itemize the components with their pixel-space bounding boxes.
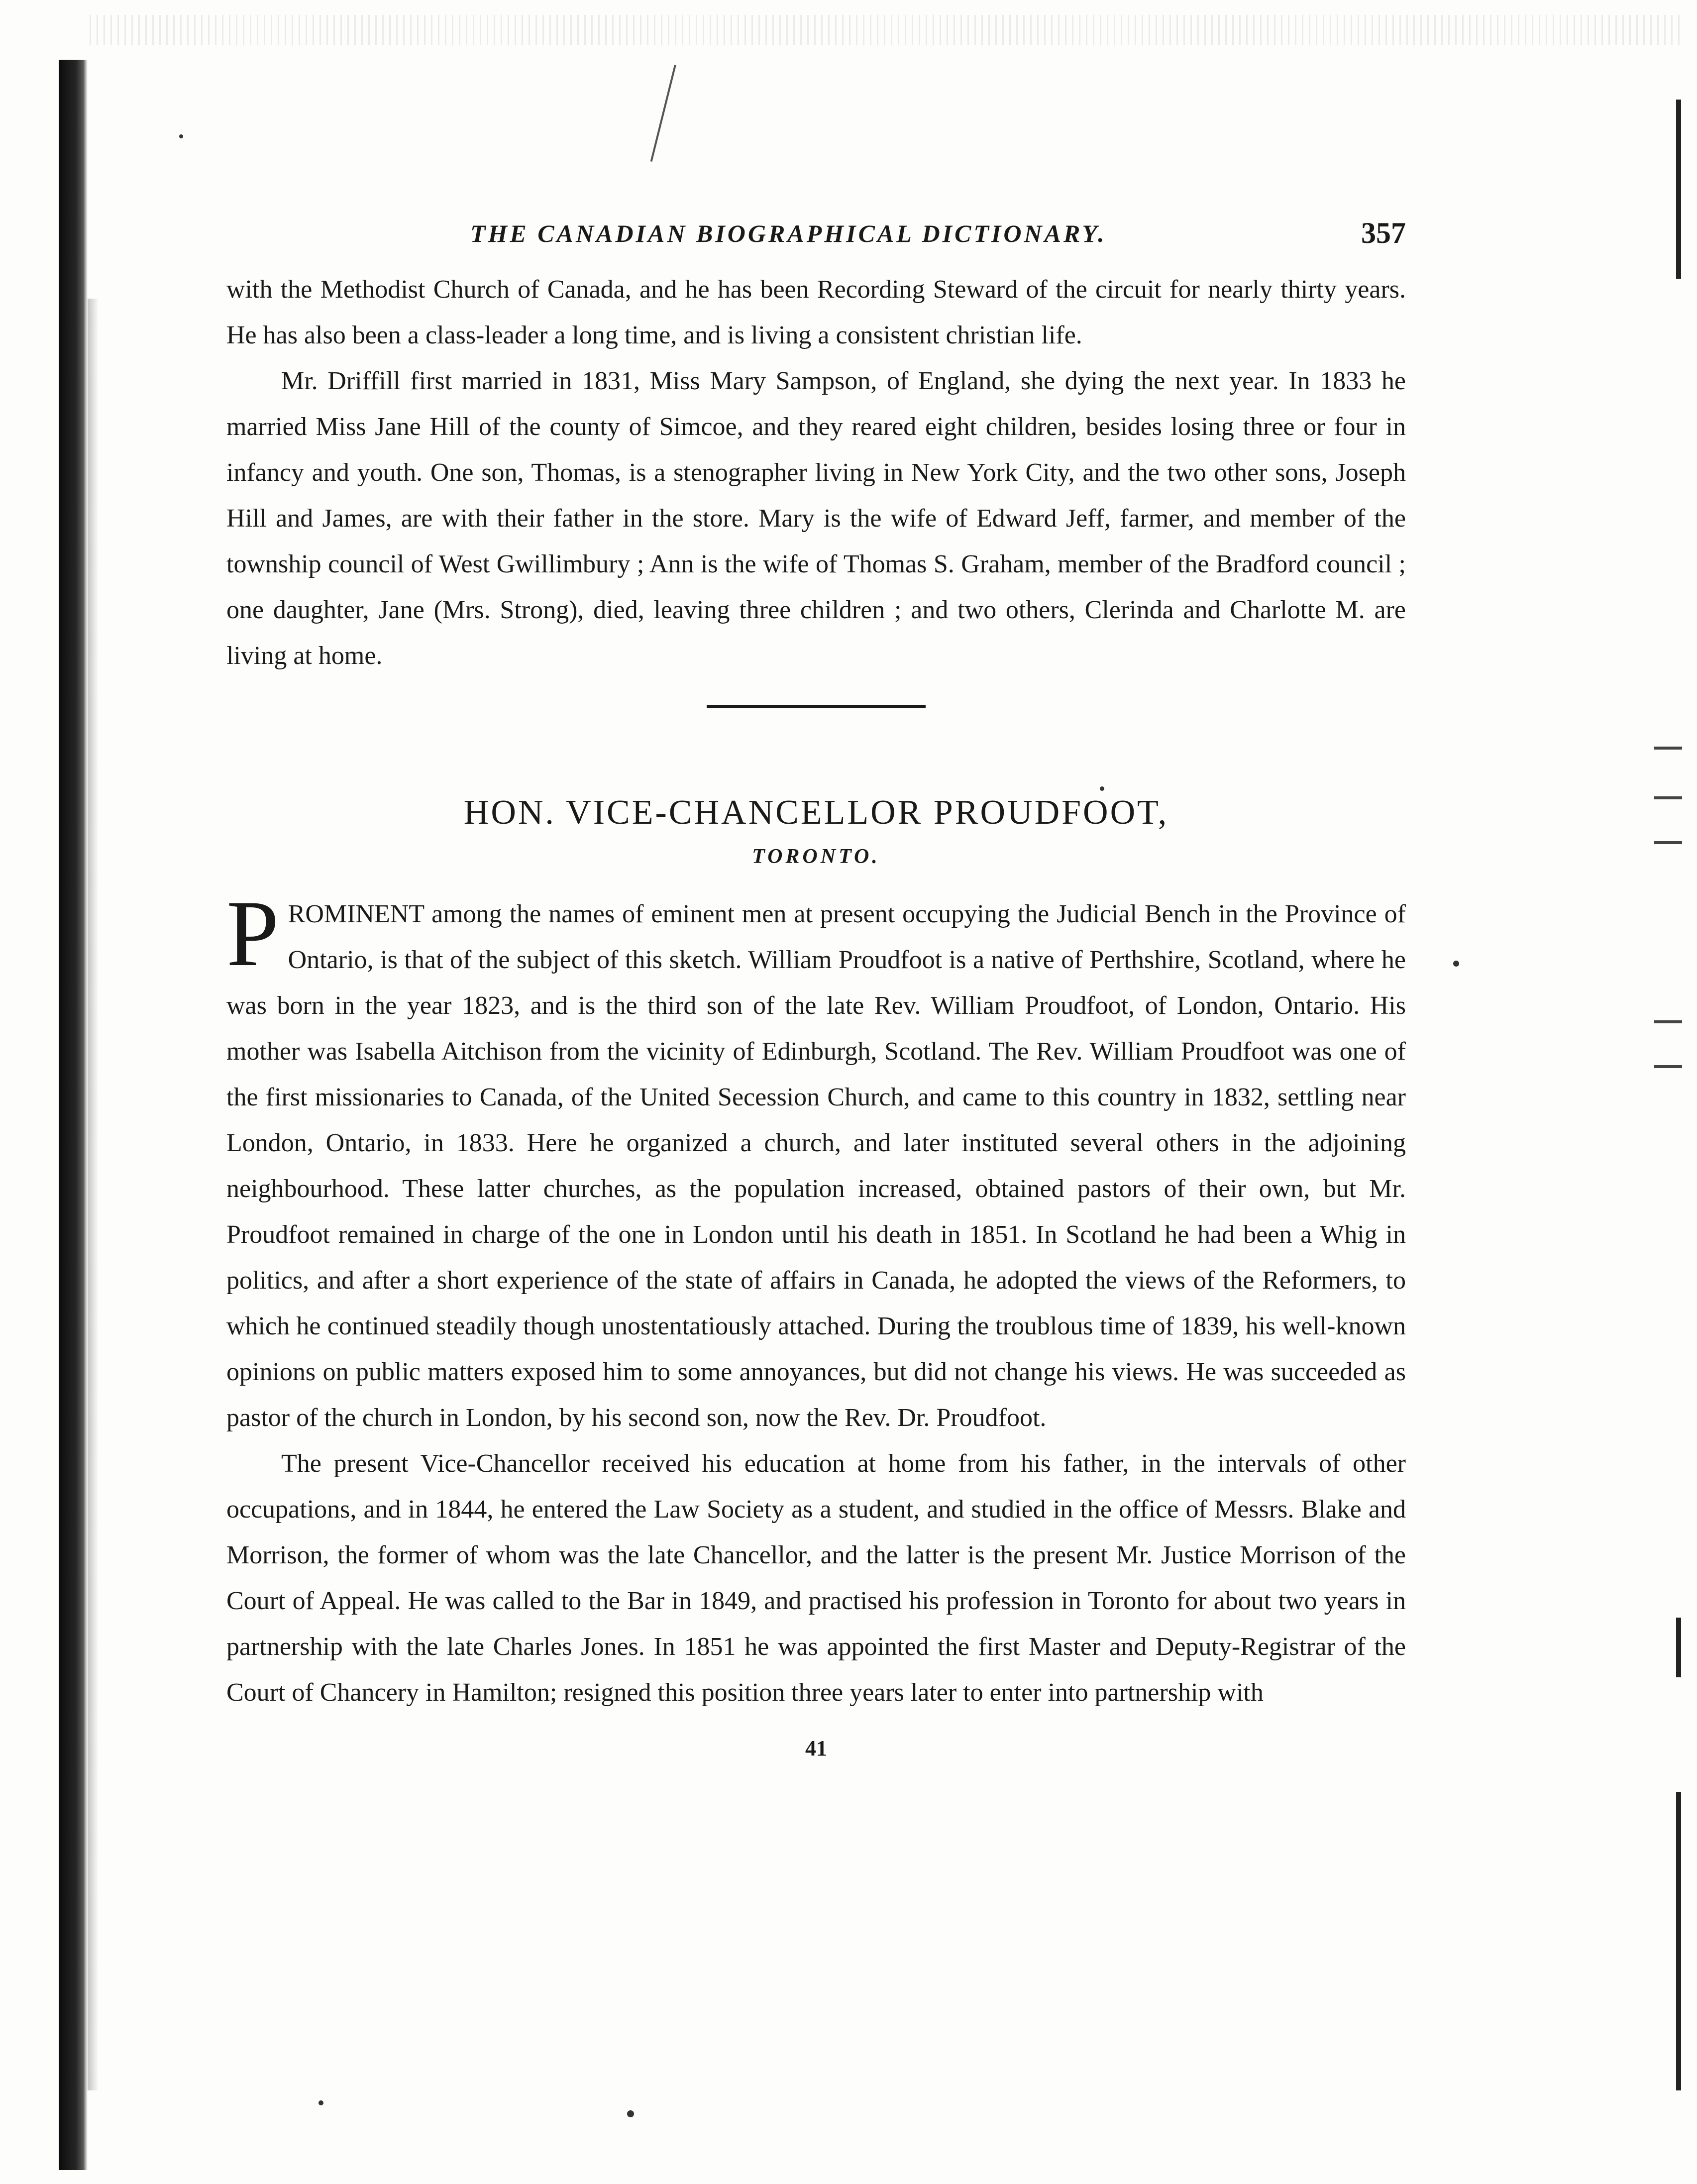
previous-article-paragraph: with the Methodist Church of Canada, and he has been Recording Steward of the circuit for nearly thirty years. He has also been a class-leader a long time, and is living a consistent christian life. [226,275,1406,349]
page-edge-mark [1676,1618,1681,1677]
running-head [226,219,1406,264]
article-second-paragraph: The present Vice-Chancellor received his education at home from his father, in the intervals of other occupations, and in 1844, he entered the Law Society as a student, and studied in the office of Messrs. Blake and Morrison, the former of whom was the late Chancellor, and the latter is the present Mr. Justice Morrison of the Court of Appeal. He was called to the Bar in 1849, and practised his profession in Toronto for about two years in partnership with the late Charles Jones. In 1851 he was appointed the first Master and Deputy-Registrar of the Court of Chancery in Hamilton; resigned this position three years later to enter into partnership with [226,1449,1406,1707]
page-edge-tick [1654,747,1682,750]
page-number: 357 [1361,217,1406,249]
article-first-paragraph [226,881,1406,1441]
binding-gradient [88,299,99,2090]
ink-speck [318,2100,323,2105]
signature-mark: 41 [805,1736,827,1760]
article-title: HON. VICE-CHANCELLOR PROUDFOOT, [463,793,1169,832]
page-edge-mark [1676,1792,1681,2090]
ink-speck [627,2110,634,2117]
section-divider [707,705,926,708]
page-edge-tick [1654,796,1682,799]
book-binding-shadow [59,60,88,2170]
running-title: THE CANADIAN BIOGRAPHICAL DICTIONARY. [470,219,1107,247]
scan-noise-top [90,15,1682,45]
ink-speck [179,134,183,138]
article-location: TORONTO. [752,845,880,868]
page-edge-tick [1654,1065,1682,1068]
book-page [226,219,1406,1761]
page-edge-tick [1654,841,1682,844]
previous-article-paragraph: Mr. Driffill first married in 1831, Miss Mary Sampson, of England, she dying the next year. In 1833 he married Miss Jane Hill of the county of Simcoe, and they reared eight children, besides losing three or four in infancy and youth. One son, Thomas, is a stenographer living in New York City, and the two other sons, Joseph Hill and James, are with their father in the store. Mary is the wife of Edward Jeff, farmer, and member of the township council of West Gwillimbury ; Ann is the wife of Thomas S. Graham, member of the Bradford council ; one daughter, Jane (Mrs. Strong), died, leaving three children ; and two others, Clerinda and Charlotte M. are living at home. [226,367,1406,670]
pencil-mark [650,65,676,162]
ink-speck [1453,961,1459,967]
drop-cap: P [226,881,279,986]
first-paragraph-text: ROMINENT among the names of eminent men at present occupying the Judicial Bench in the Province of Ontario, is that of the subject of this sketch. William Proudfoot is a native of Perthshire, Scotland, where he was born in the year 1823, and is the third son of the late Rev. William Proudfoot, of London, Ontario. His mother was Isabella Aitchison from the vicinity of Edinburgh, Scotland. The Rev. William Proudfoot was one of the first missionaries to Canada, of the United Secession Church, and came to this country in 1832, settling near London, Ontario, in 1833. Here he organized a church, and later instituted several others in the adjoining neighbourhood. These latter churches, as the population increased, obtained pastors of their own, but Mr. Proudfoot remained in charge of the one in London until his death in 1851. In Scotland he had been a Whig in politics, and after a short experience of the state of affairs in Canada, he adopted the views of the Reformers, to which he continued steadily though unostentatiously attached. During the troublous time of 1839, his well-known opinions on public matters exposed him to some annoyances, but did not change his views. He was succeeded as pastor of the church in London, by his second son, now the Rev. Dr. Proudfoot. [226,900,1406,1432]
page-edge-tick [1654,1020,1682,1023]
page-edge-mark [1676,100,1681,279]
